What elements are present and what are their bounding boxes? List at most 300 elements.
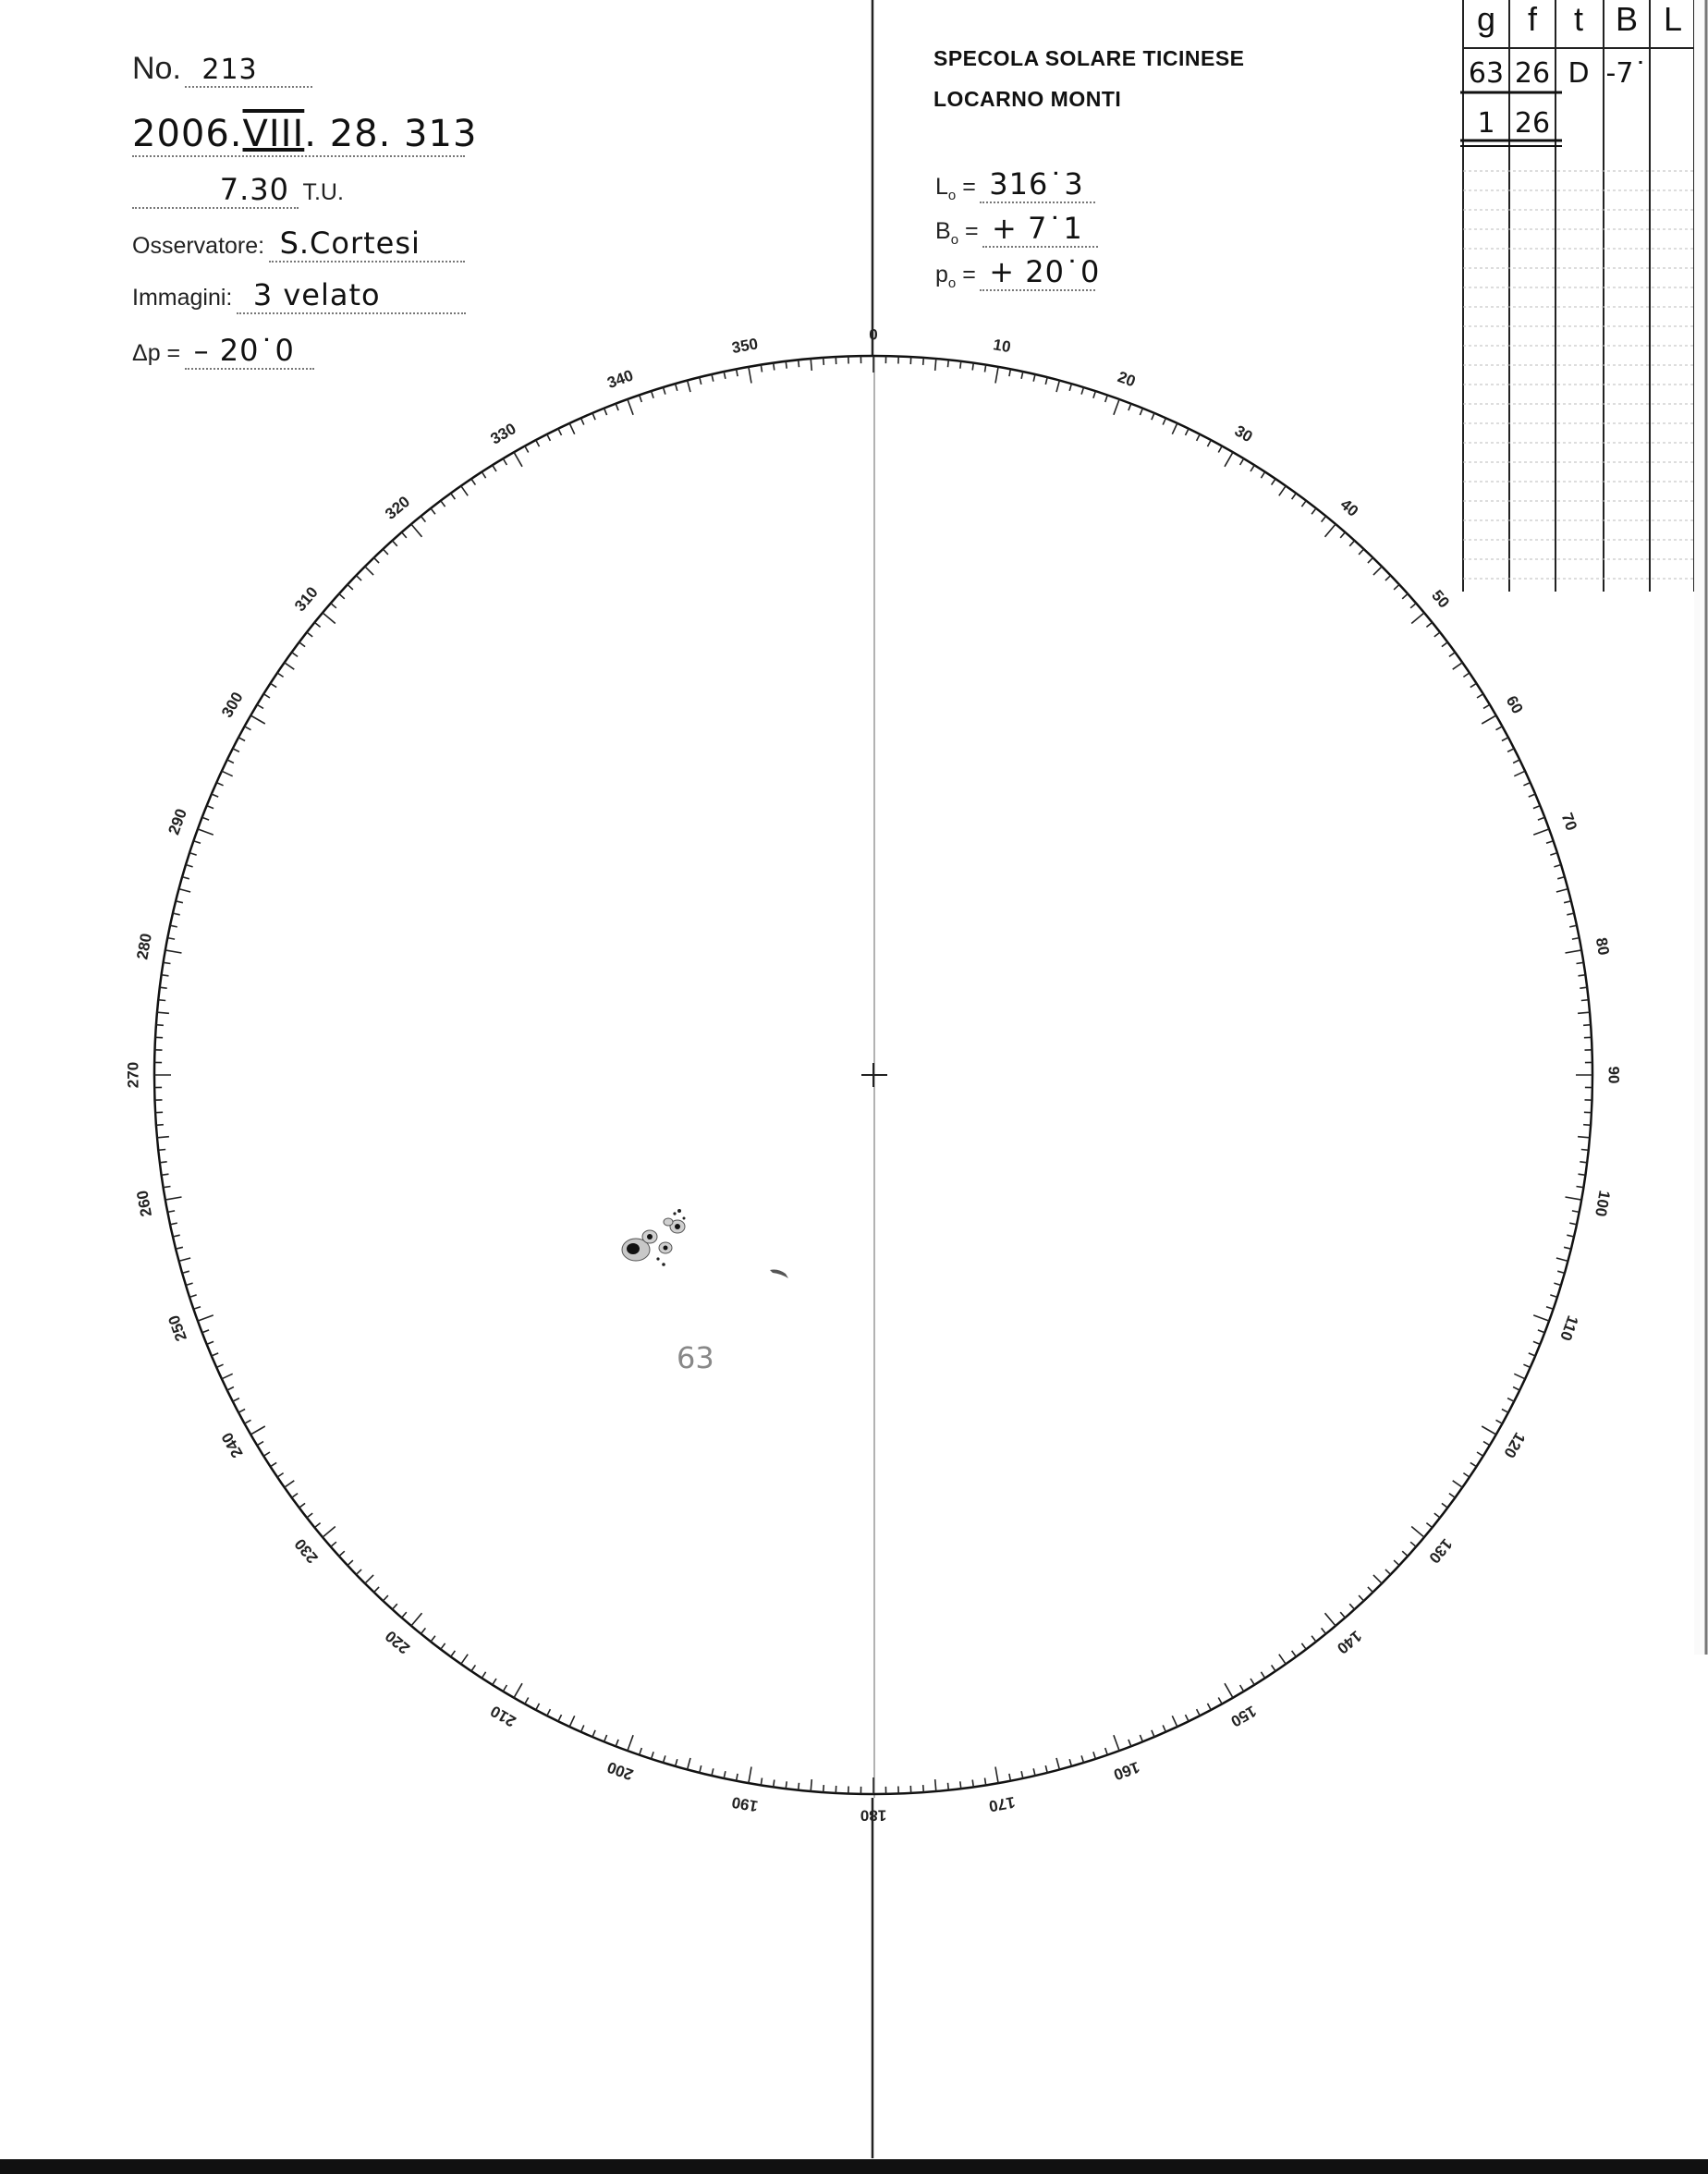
degree-tick (263, 694, 270, 698)
degree-tick (1529, 1353, 1535, 1356)
degree-tick (1359, 1595, 1364, 1601)
sunspot-pore (662, 1263, 665, 1266)
degree-tick (972, 1780, 973, 1788)
degree-tick (339, 593, 345, 598)
degree-tick (182, 877, 189, 879)
degree-tick (314, 1523, 320, 1528)
degree-tick (558, 1715, 562, 1721)
table-header-t: t (1573, 0, 1583, 38)
degree-tick (1426, 1523, 1432, 1528)
degree-tick (1172, 1716, 1177, 1727)
degree-tick (1163, 1725, 1165, 1731)
degree-tick (1322, 1628, 1326, 1633)
degree-tick (985, 365, 986, 373)
degree-label: 350 (730, 335, 760, 358)
degree-tick (1325, 1613, 1336, 1626)
degree-tick (592, 413, 595, 420)
degree-tick (700, 377, 702, 385)
degree-tick (514, 1683, 522, 1698)
degree-tick (392, 1604, 396, 1609)
degree-tick (1208, 1704, 1212, 1710)
degree-tick (162, 1174, 169, 1175)
degree-tick (411, 524, 422, 537)
degree-tick (724, 372, 726, 379)
degree-tick (1569, 1223, 1577, 1225)
degree-tick (198, 829, 214, 835)
degree-label: 170 (987, 1792, 1017, 1815)
degree-tick (1477, 1452, 1483, 1456)
degree-tick (222, 771, 233, 776)
degree-tick (1410, 604, 1416, 608)
degree-tick (1114, 399, 1119, 415)
degree-tick (441, 1643, 445, 1649)
degree-tick (1128, 404, 1131, 410)
degree-tick (170, 925, 177, 927)
param-L-value: 316˙3 (980, 166, 1095, 203)
degree-tick (156, 1125, 164, 1126)
degree-tick (170, 1223, 177, 1225)
degree-tick (1069, 1759, 1071, 1766)
degree-tick (1069, 384, 1071, 391)
degree-tick (724, 1771, 726, 1778)
degree-tick (307, 1513, 312, 1518)
degree-tick (1580, 1162, 1587, 1163)
degree-tick (640, 395, 642, 402)
param-L-eq: = (962, 174, 976, 200)
degree-tick (1385, 1569, 1391, 1575)
degree-tick (173, 913, 180, 915)
degree-tick (212, 1353, 218, 1356)
degree-tick (193, 1307, 201, 1310)
degree-label: 240 (217, 1429, 247, 1461)
degree-tick (441, 501, 445, 507)
degree-tick (1114, 1735, 1119, 1751)
degree-tick (1186, 1715, 1190, 1721)
degree-tick (1402, 593, 1408, 598)
degree-tick (1186, 429, 1190, 435)
degree-tick (1009, 1774, 1011, 1781)
degree-tick (157, 1012, 169, 1013)
degree-tick (1279, 486, 1286, 496)
degree-tick (451, 1651, 456, 1657)
degree-tick (652, 1752, 654, 1759)
degree-tick (1572, 1211, 1580, 1213)
degree-tick (749, 1767, 751, 1784)
degree-tick (985, 1778, 986, 1786)
degree-tick (676, 1759, 677, 1766)
degree-tick (1172, 423, 1177, 434)
degree-tick (233, 749, 239, 752)
degree-tick (1578, 1137, 1590, 1138)
degree-tick (471, 479, 476, 485)
table-cell: 63 (1468, 57, 1505, 90)
degree-tick (1580, 987, 1587, 988)
degree-tick (250, 1426, 265, 1435)
degree-tick (186, 865, 193, 867)
degree-tick (461, 1655, 468, 1665)
degree-tick (628, 1735, 633, 1751)
degree-tick (1208, 440, 1212, 446)
degree-tick (1105, 395, 1108, 402)
degree-tick (712, 374, 714, 382)
degree-tick (207, 806, 214, 809)
degree-tick (1513, 1387, 1519, 1391)
degree-tick (1152, 413, 1154, 420)
degree-tick (1529, 794, 1535, 797)
degree-tick (1579, 975, 1586, 976)
degree-tick (737, 369, 738, 376)
degree-tick (285, 663, 295, 669)
param-B-sub: o (950, 232, 959, 248)
param-p-eq: = (962, 262, 976, 287)
degree-tick (164, 962, 171, 963)
degree-tick (628, 399, 633, 415)
degree-tick (1533, 806, 1540, 809)
degree-label: 210 (487, 1702, 519, 1731)
degree-tick (774, 1780, 775, 1788)
degree-tick (1569, 925, 1577, 927)
table-header-f: f (1527, 0, 1537, 38)
degree-tick (1470, 1462, 1477, 1466)
degree-tick (1056, 381, 1059, 393)
degree-tick (1250, 465, 1254, 471)
degree-tick (1340, 532, 1345, 538)
degree-tick (392, 541, 396, 546)
degree-label: 300 (217, 689, 247, 721)
degree-tick (1483, 704, 1490, 708)
degree-tick (503, 1685, 506, 1692)
degree-tick (1312, 508, 1316, 514)
degree-tick (158, 1000, 165, 1001)
degree-tick (1442, 642, 1447, 647)
degree-tick (676, 384, 677, 391)
degree-tick (1093, 391, 1096, 398)
degree-tick (482, 1672, 485, 1679)
degree-tick (207, 1341, 214, 1344)
degree-tick (1538, 817, 1544, 820)
degree-label: 310 (291, 583, 322, 616)
param-L-sub: o (947, 188, 957, 203)
degree-tick (1583, 1125, 1591, 1126)
degree-tick (948, 360, 949, 367)
dp-value: – 20˙0 (185, 333, 314, 370)
degree-tick (604, 1735, 607, 1741)
degree-tick (1502, 738, 1508, 741)
degree-tick (1021, 1771, 1023, 1778)
degree-tick (1394, 1560, 1399, 1566)
degree-tick (1272, 1665, 1276, 1671)
degree-label: 100 (1591, 1189, 1614, 1218)
degree-tick (1128, 1740, 1131, 1746)
degree-tick (1463, 673, 1470, 678)
degree-tick (356, 576, 361, 581)
degree-tick (1442, 1503, 1447, 1508)
degree-tick (1081, 1755, 1083, 1763)
degree-label: 280 (133, 932, 156, 961)
degree-tick (1373, 1575, 1382, 1583)
degree-tick (923, 1785, 924, 1792)
degree-tick (157, 1137, 169, 1138)
table-cell: 26 (1514, 57, 1551, 90)
degree-tick (640, 1748, 642, 1755)
dp-label: Δp = (132, 340, 181, 366)
degree-tick (1411, 613, 1424, 624)
degree-tick (935, 1779, 936, 1791)
degree-tick (285, 1481, 295, 1487)
degree-tick (536, 1704, 540, 1710)
degree-tick (688, 1758, 690, 1770)
degree-tick (1410, 1542, 1416, 1546)
degree-tick (948, 1783, 949, 1790)
degree-tick (1301, 1643, 1306, 1649)
degree-label: 30 (1231, 421, 1256, 446)
sunspot-penumbra (664, 1218, 673, 1226)
degree-tick (202, 817, 209, 820)
degree-tick (688, 381, 690, 393)
degree-tick (664, 387, 665, 395)
degree-tick (1533, 1315, 1549, 1321)
degree-tick (165, 1197, 182, 1200)
scan-bottom-band (0, 2159, 1708, 2174)
degree-tick (1240, 1685, 1244, 1692)
degree-tick (421, 1628, 425, 1633)
group-number-label: 63 (677, 1340, 714, 1375)
degree-tick (1564, 901, 1571, 903)
degree-tick (227, 760, 234, 763)
degree-tick (604, 409, 607, 415)
degree-tick (292, 1494, 299, 1498)
degree-tick (1557, 877, 1565, 879)
degree-tick (365, 567, 373, 575)
degree-tick (156, 1025, 164, 1026)
degree-tick (1577, 1187, 1584, 1188)
degree-tick (189, 1295, 197, 1298)
degree-tick (1566, 1197, 1582, 1200)
degree-tick (245, 1420, 251, 1423)
degree-tick (569, 1716, 575, 1727)
degree-tick (581, 418, 584, 424)
degree-tick (383, 549, 388, 555)
observer-label: Osservatore: (132, 233, 265, 259)
degree-tick (1312, 1636, 1316, 1642)
degree-tick (233, 1398, 239, 1402)
degree-tick (1538, 1330, 1544, 1333)
degree-label: 340 (604, 366, 636, 393)
degree-tick (1578, 1012, 1590, 1013)
degree-tick (1550, 1295, 1557, 1298)
degree-label: 60 (1502, 692, 1527, 717)
degree-tick (1502, 1410, 1508, 1413)
degree-tick (402, 532, 407, 538)
degree-tick (1434, 632, 1440, 637)
degree-tick (158, 1150, 165, 1151)
degree-tick (176, 1247, 183, 1249)
degree-tick (1583, 1025, 1591, 1026)
degree-tick (774, 363, 775, 371)
time-unit: T.U. (302, 179, 344, 205)
degree-tick (1152, 1730, 1154, 1737)
degree-tick (1449, 1494, 1456, 1498)
param-p-sub: o (947, 275, 957, 291)
param-p-label: p (935, 262, 948, 287)
degree-tick (616, 1740, 618, 1746)
sunspot-umbra (647, 1234, 653, 1240)
degree-tick (547, 434, 551, 441)
degree-label: 110 (1556, 1313, 1582, 1344)
degree-tick (525, 1698, 529, 1704)
degree-tick (493, 465, 496, 471)
degree-tick (271, 683, 277, 687)
table-cell: 26 (1514, 107, 1551, 140)
degree-tick (1218, 1698, 1222, 1704)
table-header-L: L (1663, 0, 1683, 38)
degree-tick (383, 1595, 388, 1601)
degree-tick (1477, 694, 1483, 698)
degree-tick (331, 1542, 336, 1546)
degree-tick (1197, 1709, 1201, 1716)
degree-tick (514, 452, 522, 467)
degree-tick (749, 367, 751, 384)
degree-tick (995, 1767, 998, 1784)
degree-tick (1349, 541, 1354, 546)
degree-label: 220 (382, 1627, 414, 1657)
degree-label: 140 (1333, 1627, 1365, 1657)
degree-tick (1514, 771, 1525, 776)
degree-tick (1533, 1341, 1540, 1344)
degree-tick (271, 1462, 277, 1466)
degree-tick (227, 1387, 234, 1391)
degree-label: 190 (730, 1792, 760, 1815)
degree-tick (1197, 434, 1201, 441)
degree-tick (1045, 377, 1047, 385)
degree-tick (761, 365, 762, 373)
degree-tick (216, 1364, 223, 1367)
degree-tick (1567, 1235, 1574, 1237)
degree-tick (339, 1551, 345, 1556)
degree-tick (1577, 962, 1584, 963)
degree-tick (1301, 501, 1306, 507)
degree-tick (536, 440, 540, 446)
degree-tick (737, 1774, 738, 1781)
degree-tick (1272, 479, 1276, 485)
degree-tick (1056, 1758, 1059, 1770)
table-row-lines (1463, 171, 1694, 579)
degree-tick (1434, 1513, 1440, 1518)
degree-label: 180 (860, 1806, 887, 1825)
degree-tick (348, 1560, 353, 1566)
degree-tick (164, 1187, 171, 1188)
degree-tick (179, 1258, 191, 1261)
degree-label: 230 (291, 1534, 322, 1567)
degree-tick (451, 494, 456, 500)
degree-tick (482, 472, 485, 479)
degree-tick (1557, 1271, 1565, 1273)
param-p-value: + 20˙0 (980, 254, 1095, 291)
degree-tick (402, 1612, 407, 1618)
degree-tick (1402, 1551, 1408, 1556)
table-header-g: g (1476, 0, 1496, 38)
degree-tick (960, 361, 961, 369)
degree-tick (1292, 1651, 1297, 1657)
degree-tick (1426, 622, 1432, 627)
degree-tick (186, 1283, 193, 1285)
degree-tick (179, 889, 191, 892)
sunspot-umbra (627, 1243, 640, 1254)
degree-tick (356, 1569, 361, 1575)
degree-tick (664, 1755, 665, 1763)
degree-label: 330 (487, 419, 519, 448)
degree-tick (1081, 387, 1083, 395)
degree-tick (1163, 418, 1165, 424)
degree-tick (1140, 409, 1142, 415)
degree-tick (314, 622, 320, 627)
degree-tick (212, 794, 218, 797)
degree-tick (1240, 458, 1244, 465)
param-B-label: B (935, 218, 951, 244)
table-cell: D (1568, 57, 1590, 90)
degree-tick (1292, 494, 1297, 500)
degree-tick (525, 446, 529, 453)
degree-tick (1566, 950, 1582, 953)
degree-tick (238, 738, 245, 741)
degree-tick (323, 1527, 336, 1538)
sunspot-pore (656, 1257, 659, 1260)
degree-tick (1550, 853, 1557, 856)
degree-tick (216, 783, 223, 786)
degree-tick (1554, 865, 1561, 867)
degree-tick (700, 1765, 702, 1773)
date-year: 2006. (132, 113, 243, 155)
degree-tick (167, 938, 175, 940)
degree-tick (1556, 889, 1568, 892)
degree-tick (1033, 1768, 1035, 1776)
param-L-label: L (935, 174, 948, 200)
degree-tick (1572, 938, 1580, 940)
degree-tick (786, 1781, 787, 1789)
degree-tick (1463, 1473, 1470, 1478)
degree-label: 260 (133, 1189, 156, 1218)
degree-tick (193, 841, 201, 844)
degree-label: 200 (604, 1757, 636, 1784)
degree-tick (1514, 1374, 1525, 1379)
degree-tick (1411, 1527, 1424, 1538)
degree-tick (1340, 1612, 1345, 1618)
degree-tick (277, 1473, 284, 1478)
degree-tick (1546, 1307, 1554, 1310)
images-label: Immagini: (132, 285, 233, 311)
observer-value: S.Cortesi (269, 226, 465, 263)
degree-tick (1564, 1247, 1571, 1249)
degree-tick (182, 1271, 189, 1273)
sunspot-umbra (664, 1246, 668, 1251)
time-value: 7.30 (132, 172, 299, 209)
degree-tick (786, 361, 787, 369)
degree-tick (160, 1162, 167, 1163)
degree-tick (1470, 683, 1477, 687)
degree-tick (173, 1235, 180, 1237)
degree-tick (1093, 1752, 1096, 1759)
degree-tick (162, 975, 169, 976)
degree-tick (374, 557, 380, 563)
degree-tick (277, 673, 284, 678)
degree-label: 40 (1336, 495, 1362, 520)
degree-tick (1261, 472, 1264, 479)
degree-label: 20 (1115, 368, 1139, 391)
degree-tick (547, 1709, 551, 1716)
degree-tick (411, 1613, 422, 1626)
degree-tick (1523, 1364, 1530, 1367)
degree-tick (1453, 1481, 1463, 1487)
